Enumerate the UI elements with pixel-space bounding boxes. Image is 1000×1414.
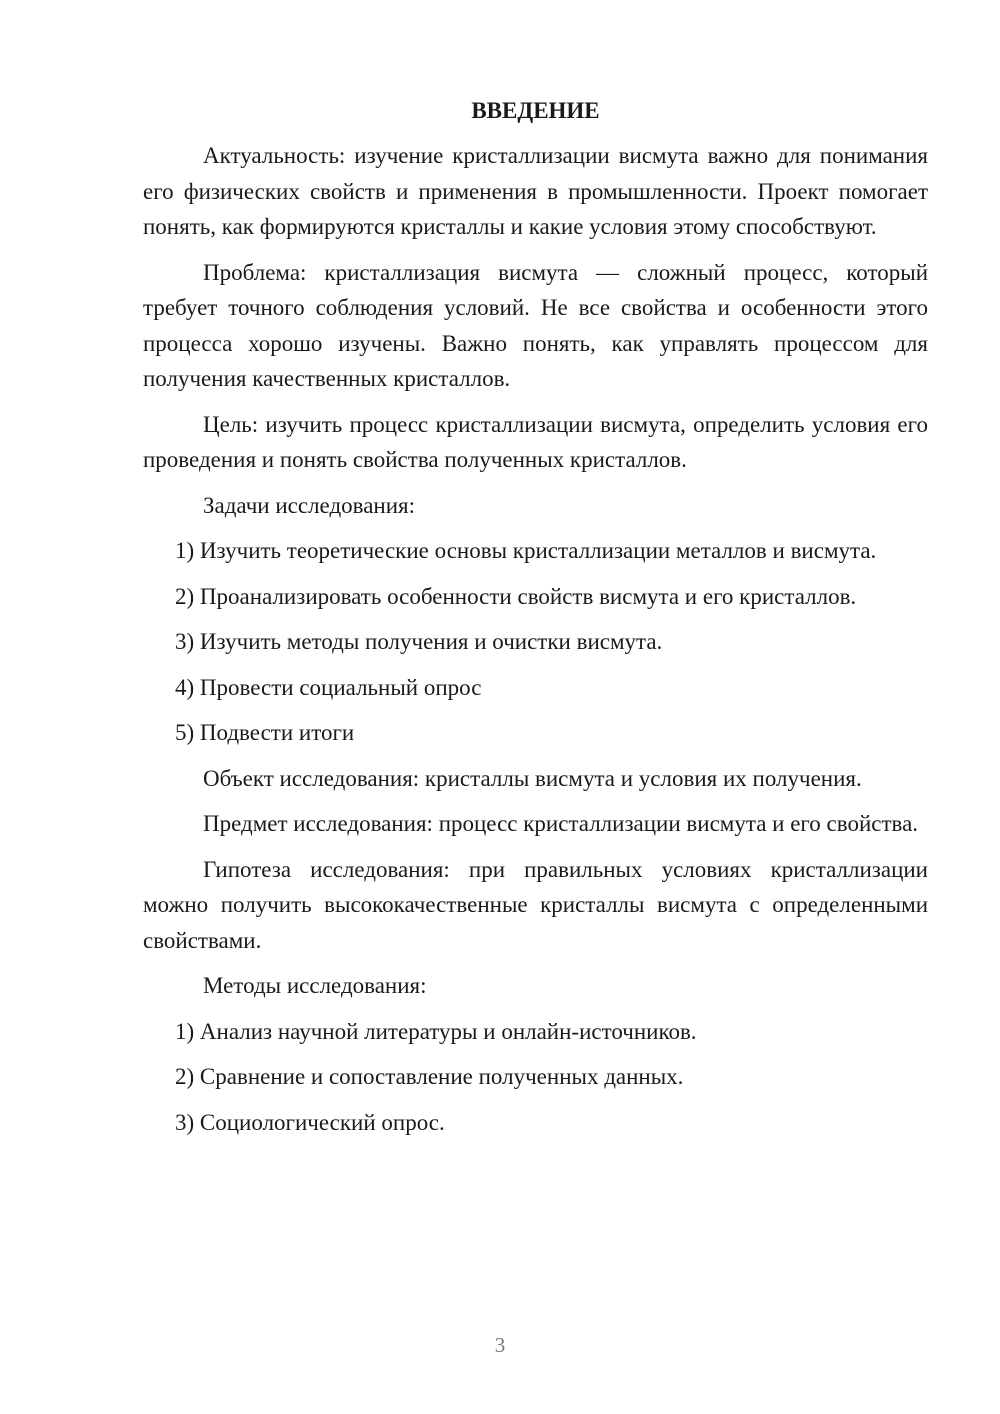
section-title: ВВЕДЕНИЕ [471, 98, 600, 123]
method-item: 3) Социологический опрос. [175, 1109, 445, 1135]
relevance-paragraph: Актуальность: изучение кристаллизации висмута важно для понимания его физических свойств и применения в промышленности. Проект помогает понять, как формируются кристаллы и какие условия этому способствуют. [143, 143, 928, 239]
task-item: 3) Изучить методы получения и очистки висмута. [175, 629, 663, 654]
tasks-heading: Задачи исследования: [203, 492, 416, 518]
object-paragraph: Объект исследования: кристаллы висмута и условия их получения. [203, 765, 862, 791]
methods-list [143, 1014, 928, 1141]
goal-paragraph: Цель: изучить процесс кристаллизации висмута, определить условия его проведения и понять свойства полученных кристаллов. [143, 411, 928, 472]
methods-heading: Методы исследования: [203, 973, 427, 998]
subject-paragraph: Предмет исследования: процесс кристаллизации висмута и его свойства. [203, 811, 919, 836]
task-item: 1) Изучить теоретические основы кристаллизации металлов и висмута. [175, 538, 877, 563]
problem-paragraph: Проблема: кристаллизация висмута — сложный процесс, который требует точного соблюдения условий. Не все свойства и особенности этого процесса хорошо изучены. Важно понять, как управлять процессом для получения качественных кристаллов. [143, 259, 928, 391]
method-item: 1) Анализ научной литературы и онлайн-источников. [175, 1018, 697, 1044]
tasks-list [143, 533, 928, 751]
task-item: 5) Подвести итоги [175, 720, 355, 745]
hypothesis-paragraph: Гипотеза исследования: при правильных условиях кристаллизации можно получить высококачественные кристаллы висмута с определенными свойствами. [143, 856, 928, 953]
page-content [143, 95, 928, 1150]
task-item: 2) Проанализировать особенности свойств висмута и его кристаллов. [175, 583, 857, 609]
page-number: 3 [494, 1333, 506, 1357]
task-item: 4) Провести социальный опрос [175, 674, 482, 700]
method-item: 2) Сравнение и сопоставление полученных данных. [175, 1064, 684, 1089]
